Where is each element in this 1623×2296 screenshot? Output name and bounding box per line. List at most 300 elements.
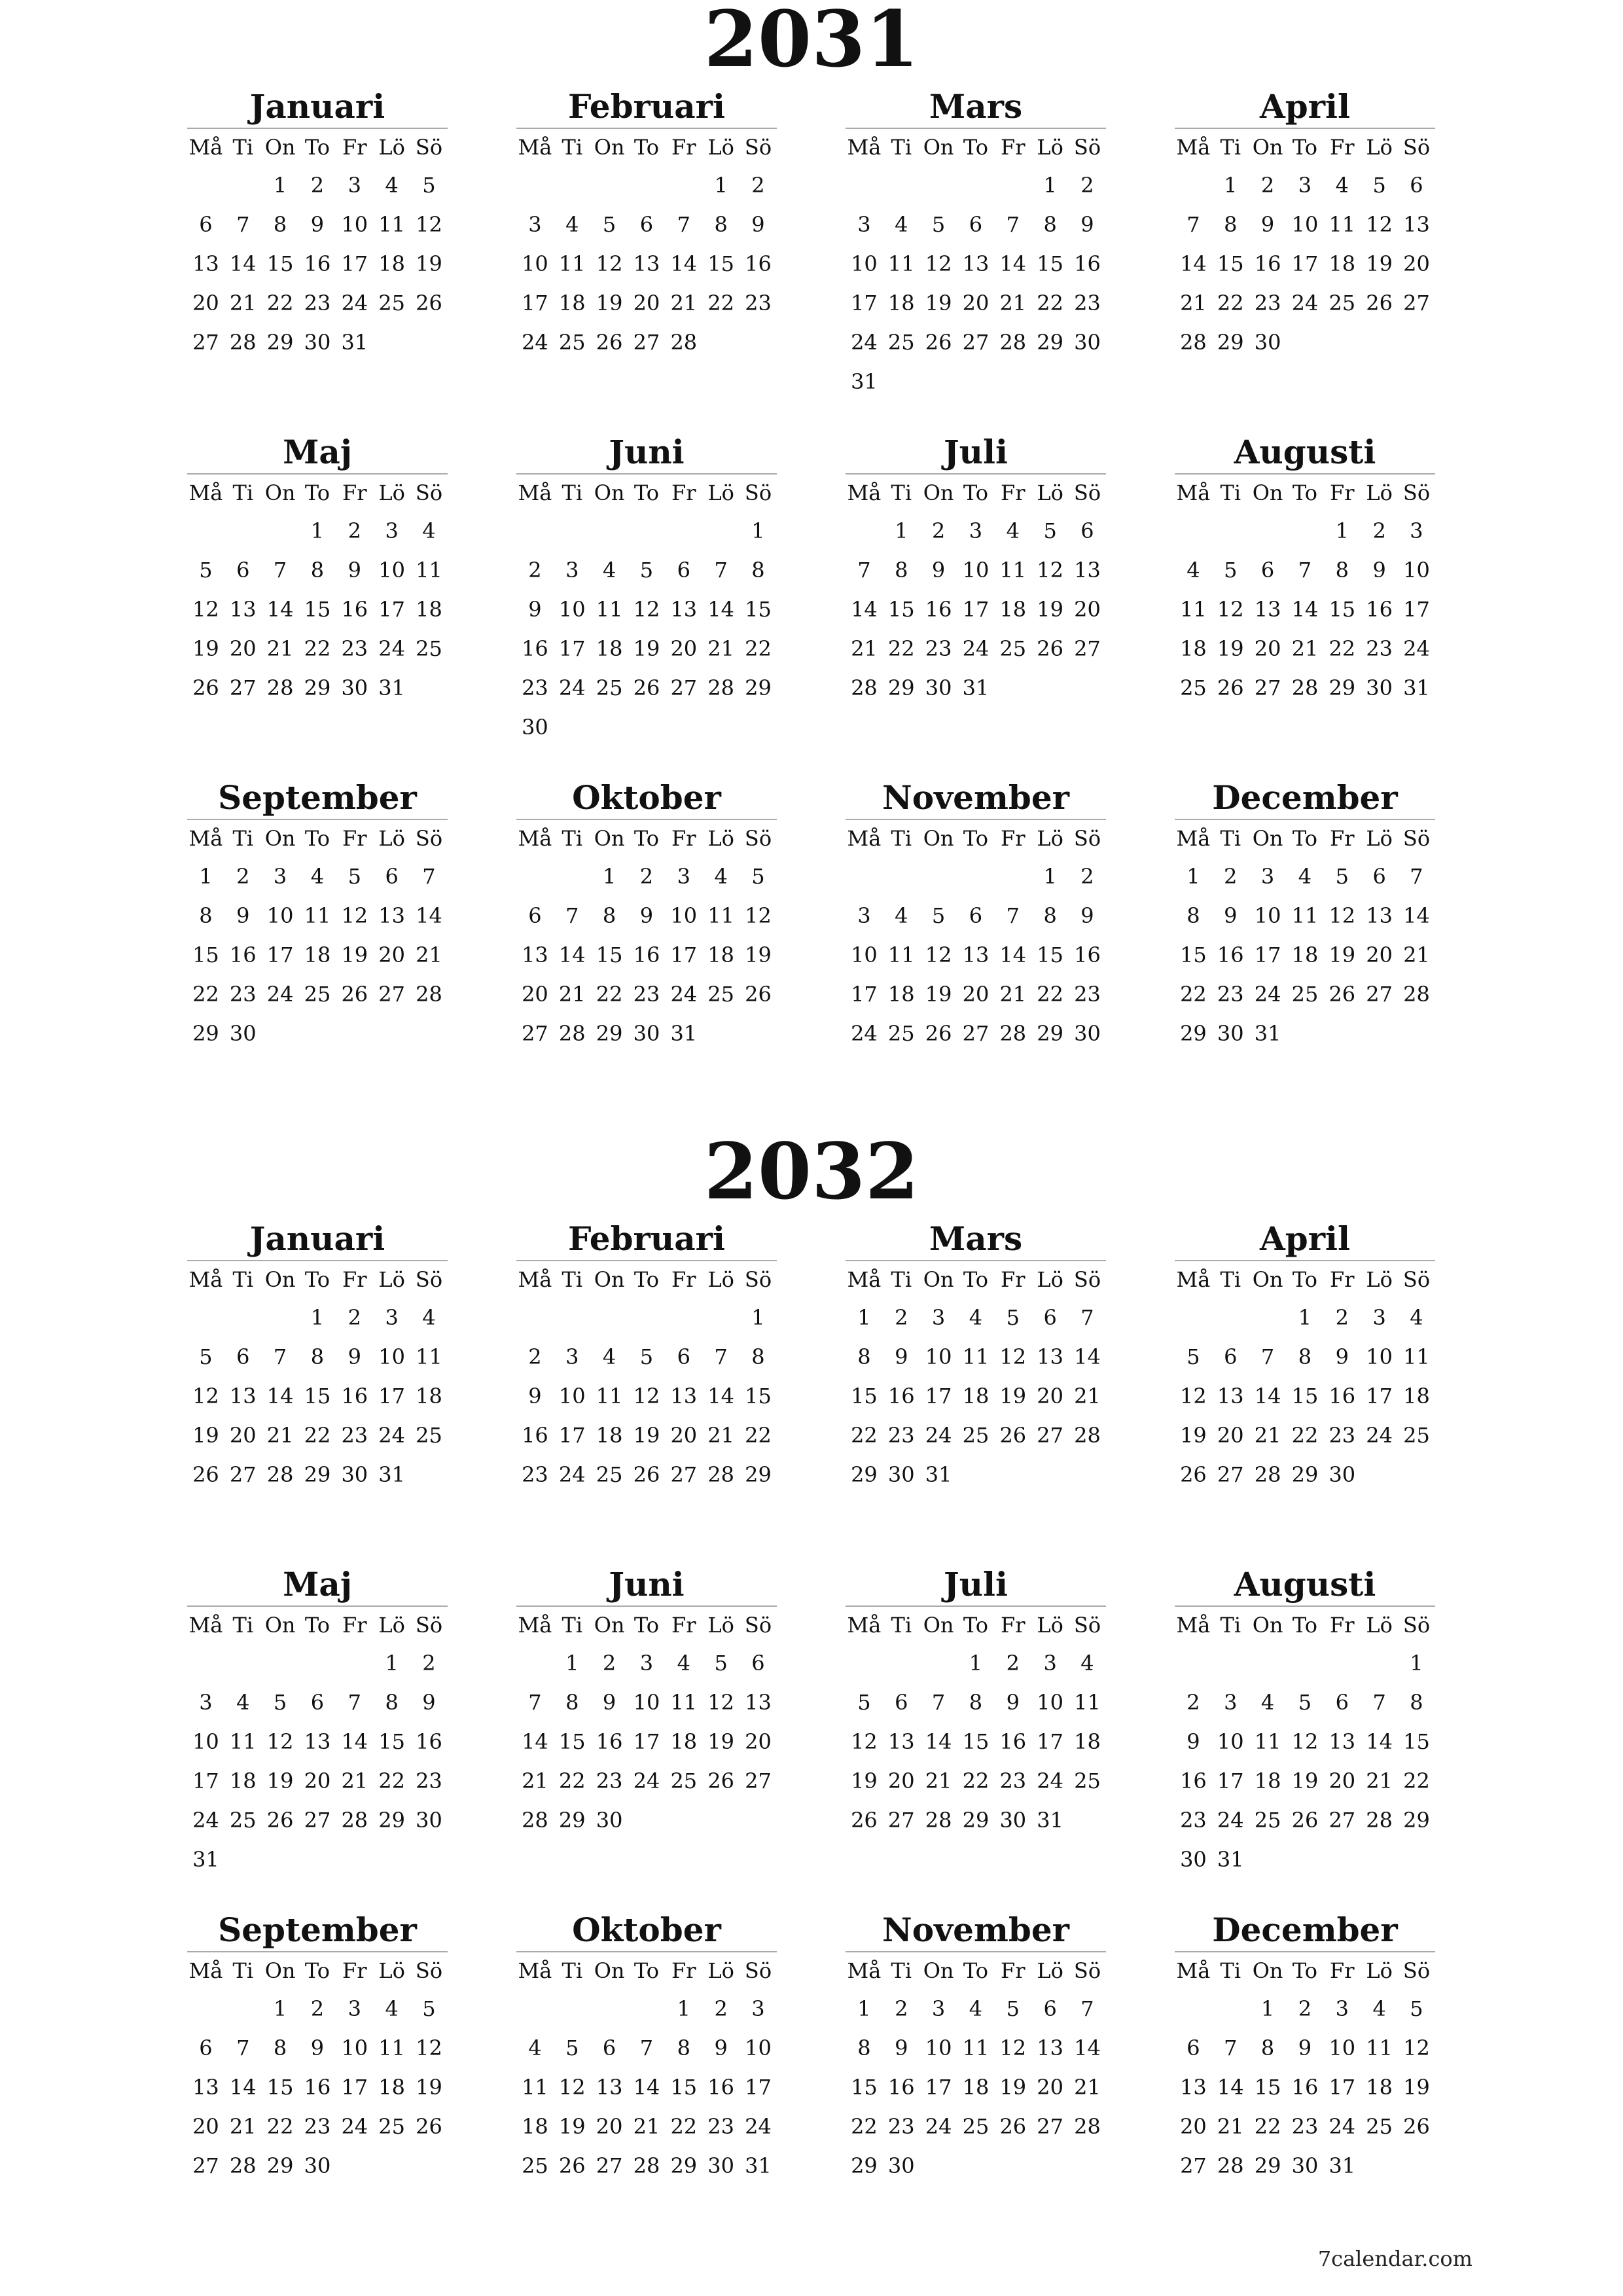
empty-day-cell [994,668,1031,708]
day-cell: 2 [895,1305,908,1330]
day-cell: 1 [895,518,908,543]
week-row [1175,1683,1435,1722]
weekday-label: Fr [1330,1267,1355,1292]
day-cell: 3 [1410,518,1423,543]
day-cell: 2 [751,173,765,198]
weekday-label: Sö [1402,1267,1431,1292]
empty-day-cell [1069,362,1106,401]
day-cell: 17 [925,1384,952,1408]
month-grid [846,1260,1106,1494]
weekday-label: To [633,826,660,851]
empty-day-cell [224,1989,262,2028]
day-cell: 27 [229,1462,257,1487]
day-cell: 22 [1037,291,1063,315]
day-cell: 3 [348,173,361,198]
day-cell: 27 [962,1021,990,1046]
day-cell: 27 [887,1808,915,1833]
day-cell: 6 [1410,173,1423,198]
day-cell: 28 [670,330,698,355]
week-row [187,1643,448,1683]
day-cell: 17 [1217,1768,1244,1793]
empty-day-cell [1287,1840,1324,1879]
weekday-label: Fr [342,826,367,851]
day-cell: 2 [931,518,946,543]
weekday-label: On [923,1958,954,1983]
month-grid [187,819,448,1053]
day-cell: 18 [558,291,586,315]
day-cell: 10 [1254,903,1281,928]
empty-day-cell [516,166,554,205]
day-cell: 2 [1298,1996,1312,2021]
day-cell: 10 [745,2036,772,2060]
day-cell: 8 [857,2036,871,2060]
day-cell: 31 [745,2153,772,2178]
day-cell: 1 [1224,173,1238,198]
weekday-label: On [264,135,296,160]
week-row [187,1416,448,1455]
day-cell: 14 [925,1729,952,1754]
empty-day-cell [1069,2146,1106,2185]
day-cell: 21 [229,2114,257,2139]
day-cell: 25 [304,982,331,1007]
day-cell: 11 [887,251,915,276]
day-cell: 8 [1043,212,1057,237]
empty-day-cell [187,1989,224,2028]
weekday-label: To [633,480,660,505]
month-grid [187,1260,448,1494]
day-cell: 12 [341,903,368,928]
weekday-label: Ti [232,480,254,505]
day-cell: 29 [1291,1462,1319,1487]
day-cell: 14 [1074,1344,1101,1369]
day-cell: 26 [341,982,368,1007]
empty-day-cell [920,857,957,896]
day-cell: 10 [925,2036,952,2060]
day-cell: 7 [931,1690,946,1715]
day-cell: 7 [565,903,579,928]
week-row [187,1840,448,1879]
day-cell: 3 [639,1651,654,1676]
week-row [187,1683,448,1722]
day-cell: 14 [558,942,586,967]
empty-day-cell [957,362,995,401]
month-grid [187,128,448,362]
day-cell: 8 [714,212,728,237]
month-name: Oktober [572,778,721,817]
week-row [1175,283,1435,323]
day-cell: 29 [1217,330,1244,355]
day-cell: 14 [266,1384,294,1408]
week-row [846,1014,1106,1053]
weekday-label: Sö [1073,135,1101,160]
day-cell: 30 [999,1808,1027,1833]
day-cell: 3 [1260,864,1275,889]
day-cell: 15 [266,251,294,276]
week-row [187,2107,448,2146]
day-cell: 20 [229,1423,257,1448]
weekday-label: To [963,1613,989,1638]
day-cell: 29 [962,1808,990,1833]
empty-day-cell [554,857,591,896]
weekday-label: Ti [1220,1958,1241,1983]
empty-day-cell [628,1989,666,2028]
empty-day-cell [410,1840,448,1879]
week-row [187,1337,448,1376]
weekday-label: To [1292,480,1318,505]
empty-day-cell [1212,1298,1249,1337]
day-cell: 13 [962,942,990,967]
day-cell: 2 [1080,173,1094,198]
day-cell: 31 [341,330,368,355]
week-row [516,1455,777,1494]
day-cell: 22 [378,1768,405,1793]
week-row [846,975,1106,1014]
month-block [187,434,448,708]
day-cell: 22 [1254,2114,1281,2139]
day-cell: 1 [1043,864,1057,889]
day-cell: 7 [348,1690,361,1715]
day-cell: 17 [341,2075,368,2100]
day-cell: 20 [633,291,660,315]
day-cell: 16 [887,2075,915,2100]
day-cell: 15 [1037,251,1063,276]
day-cell: 22 [745,1423,772,1448]
weekday-header-row [187,1261,448,1298]
day-cell: 26 [596,330,623,355]
day-cell: 18 [1403,1384,1430,1408]
month-name: Oktober [572,1910,721,1949]
month-grid [1175,1951,1435,2185]
week-row [516,550,777,590]
day-cell: 25 [962,1423,990,1448]
day-cell: 18 [596,1423,623,1448]
day-cell: 3 [1335,1996,1349,2021]
empty-day-cell [1249,1840,1287,1879]
week-row [187,668,448,708]
weekday-label: To [304,135,330,160]
weekday-label: Sö [744,1958,772,1983]
day-cell: 18 [1291,942,1319,967]
week-row [516,244,777,283]
day-cell: 15 [887,597,915,622]
empty-day-cell [702,1014,740,1053]
day-cell: 5 [1298,1690,1312,1715]
day-cell: 26 [999,2114,1027,2139]
day-cell: 8 [751,1344,765,1369]
weekday-label: Lö [1366,1613,1393,1638]
empty-day-cell [702,511,740,550]
day-cell: 17 [962,597,990,622]
empty-day-cell [1031,362,1069,401]
empty-day-cell [1069,1455,1106,1494]
empty-day-cell [1212,1643,1249,1683]
day-cell: 23 [1254,291,1281,315]
month-block [187,88,448,362]
weekday-label: Fr [1001,1958,1026,1983]
day-cell: 7 [273,558,287,583]
empty-day-cell [920,2146,957,2185]
day-cell: 28 [522,1808,548,1833]
empty-day-cell [957,166,995,205]
week-row [187,975,448,1014]
day-cell: 3 [857,212,871,237]
weekday-label: Må [1176,480,1211,505]
month-grid [516,1260,777,1494]
empty-day-cell [554,166,591,205]
weekday-label: Ti [891,1267,912,1292]
day-cell: 25 [999,636,1027,661]
day-cell: 23 [1180,1808,1207,1833]
day-cell: 19 [633,1423,660,1448]
day-cell: 21 [229,291,257,315]
weekday-label: Sö [1402,480,1431,505]
week-row [1175,323,1435,362]
weekday-label: To [304,480,330,505]
empty-day-cell [957,857,995,896]
day-cell: 29 [851,1462,878,1487]
weekday-header-row [1175,1607,1435,1643]
weekday-label: Fr [671,826,696,851]
day-cell: 11 [304,903,331,928]
day-cell: 19 [416,251,442,276]
day-cell: 30 [1254,330,1281,355]
day-cell: 20 [1037,1384,1063,1408]
empty-day-cell [665,708,702,747]
week-row [846,1455,1106,1494]
day-cell: 30 [596,1808,623,1833]
weekday-label: Ti [1220,135,1241,160]
day-cell: 12 [1037,558,1063,583]
day-cell: 22 [887,636,915,661]
day-cell: 24 [558,1462,586,1487]
day-cell: 25 [1074,1768,1101,1793]
weekday-label: Fr [1330,1613,1355,1638]
week-row [846,511,1106,550]
day-cell: 14 [999,251,1027,276]
empty-day-cell [516,1989,554,2028]
day-cell: 31 [925,1462,952,1487]
day-cell: 8 [1298,1344,1312,1369]
month-name: April [1259,1219,1351,1258]
week-row [846,323,1106,362]
day-cell: 8 [1410,1690,1423,1715]
day-cell: 17 [522,291,548,315]
weekday-label: Må [518,1613,552,1638]
day-cell: 1 [677,1996,690,2021]
day-cell: 5 [639,1344,654,1369]
empty-day-cell [665,1298,702,1337]
empty-day-cell [262,1643,299,1683]
empty-day-cell [846,857,883,896]
day-cell: 3 [199,1690,213,1715]
month-block [846,88,1106,401]
day-cell: 6 [1186,2036,1200,2060]
week-row [516,1761,777,1801]
day-cell: 22 [1180,982,1207,1007]
weekday-label: Fr [1330,135,1355,160]
day-cell: 4 [714,864,728,889]
month-name: Juni [609,1565,685,1604]
day-cell: 16 [887,1384,915,1408]
day-cell: 6 [895,1690,908,1715]
weekday-label: Må [518,1267,552,1292]
day-cell: 28 [341,1808,368,1833]
weekday-label: Ti [1220,1267,1241,1292]
month-block [516,434,777,747]
empty-day-cell [1175,1989,1212,2028]
day-cell: 6 [1335,1690,1349,1715]
day-cell: 1 [751,518,765,543]
day-cell: 5 [1006,1996,1020,2021]
weekday-label: On [1252,1613,1283,1638]
day-cell: 2 [1260,173,1275,198]
day-cell: 18 [1366,2075,1393,2100]
week-row [846,283,1106,323]
day-cell: 8 [1043,903,1057,928]
empty-day-cell [373,2146,410,2185]
day-cell: 19 [999,2075,1027,2100]
week-row [846,244,1106,283]
weekday-label: To [633,1613,660,1638]
empty-day-cell [628,511,666,550]
month-grid [187,473,448,708]
day-cell: 13 [522,942,548,967]
empty-day-cell [1398,323,1435,362]
day-cell: 21 [558,982,586,1007]
day-cell: 17 [378,1384,405,1408]
empty-day-cell [920,1643,957,1683]
day-cell: 19 [192,1423,219,1448]
weekday-label: Må [188,135,223,160]
day-cell: 26 [1180,1462,1207,1487]
day-cell: 29 [1037,1021,1063,1046]
day-cell: 14 [851,597,878,622]
day-cell: 22 [266,291,294,315]
week-row [187,2028,448,2068]
weekday-label: To [1292,1958,1318,1983]
day-cell: 7 [714,558,728,583]
empty-day-cell [224,511,262,550]
day-cell: 5 [751,864,765,889]
day-cell: 11 [522,2075,548,2100]
day-cell: 21 [633,2114,660,2139]
month-block [187,780,448,1053]
weekday-header-row [1175,1261,1435,1298]
day-cell: 25 [596,1462,623,1487]
day-cell: 10 [378,558,405,583]
weekday-label: Fr [342,135,367,160]
day-cell: 12 [745,903,772,928]
day-cell: 1 [1410,1651,1423,1676]
week-row [846,2107,1106,2146]
day-cell: 23 [522,675,548,700]
weekday-header-row [516,475,777,511]
day-cell: 11 [962,1344,990,1369]
day-cell: 31 [378,1462,405,1487]
day-cell: 5 [931,903,946,928]
weekday-label: Lö [707,135,734,160]
day-cell: 12 [192,597,219,622]
weekday-label: On [1252,135,1283,160]
weekday-label: Lö [1037,826,1063,851]
day-cell: 27 [192,2153,219,2178]
day-cell: 3 [385,1305,399,1330]
day-cell: 6 [1043,1305,1057,1330]
day-cell: 19 [558,2114,586,2139]
empty-day-cell [373,1014,410,1053]
day-cell: 12 [416,212,442,237]
empty-day-cell [516,857,554,896]
empty-day-cell [262,1840,299,1879]
empty-day-cell [1069,668,1106,708]
day-cell: 25 [558,330,586,355]
month-grid [1175,819,1435,1053]
weekday-label: Ti [1220,1613,1241,1638]
day-cell: 11 [1254,1729,1281,1754]
day-cell: 20 [378,942,405,967]
day-cell: 8 [751,558,765,583]
week-row [1175,1337,1435,1376]
day-cell: 10 [558,1384,586,1408]
empty-day-cell [740,1801,777,1840]
day-cell: 29 [266,330,294,355]
week-row [187,2068,448,2107]
day-cell: 17 [558,636,586,661]
day-cell: 5 [1186,1344,1200,1369]
weekday-label: To [304,1958,330,1983]
weekday-label: On [264,1267,296,1292]
day-cell: 15 [851,2075,878,2100]
week-row [846,166,1106,205]
day-cell: 1 [1186,864,1200,889]
day-cell: 17 [1329,2075,1356,2100]
weekday-label: Lö [1366,1958,1393,1983]
day-cell: 2 [602,1651,616,1676]
day-cell: 21 [925,1768,952,1793]
weekday-label: Lö [707,1267,734,1292]
weekday-label: Fr [1001,135,1026,160]
day-cell: 13 [378,903,405,928]
month-name: Januari [249,1219,385,1258]
week-row [1175,1722,1435,1761]
weekday-label: Lö [378,1958,405,1983]
week-row [1175,2028,1435,2068]
empty-day-cell [628,1298,666,1337]
weekday-label: To [963,1958,989,1983]
empty-day-cell [1361,323,1398,362]
day-cell: 12 [1180,1384,1207,1408]
day-cell: 10 [341,212,368,237]
day-cell: 6 [677,1344,690,1369]
day-cell: 10 [341,2036,368,2060]
day-cell: 22 [266,2114,294,2139]
day-cell: 24 [341,2114,368,2139]
day-cell: 8 [1260,2036,1275,2060]
month-name: Juli [944,433,1008,471]
weekday-header-row [1175,129,1435,166]
day-cell: 8 [857,1344,871,1369]
empty-day-cell [1361,1014,1398,1053]
day-cell: 31 [192,1847,219,1872]
day-cell: 25 [522,2153,548,2178]
day-cell: 18 [962,2075,990,2100]
day-cell: 31 [1254,1021,1281,1046]
month-grid [846,1951,1106,2185]
day-cell: 12 [1403,2036,1430,2060]
day-cell: 18 [999,597,1027,622]
week-row [187,1722,448,1761]
empty-day-cell [591,1298,628,1337]
